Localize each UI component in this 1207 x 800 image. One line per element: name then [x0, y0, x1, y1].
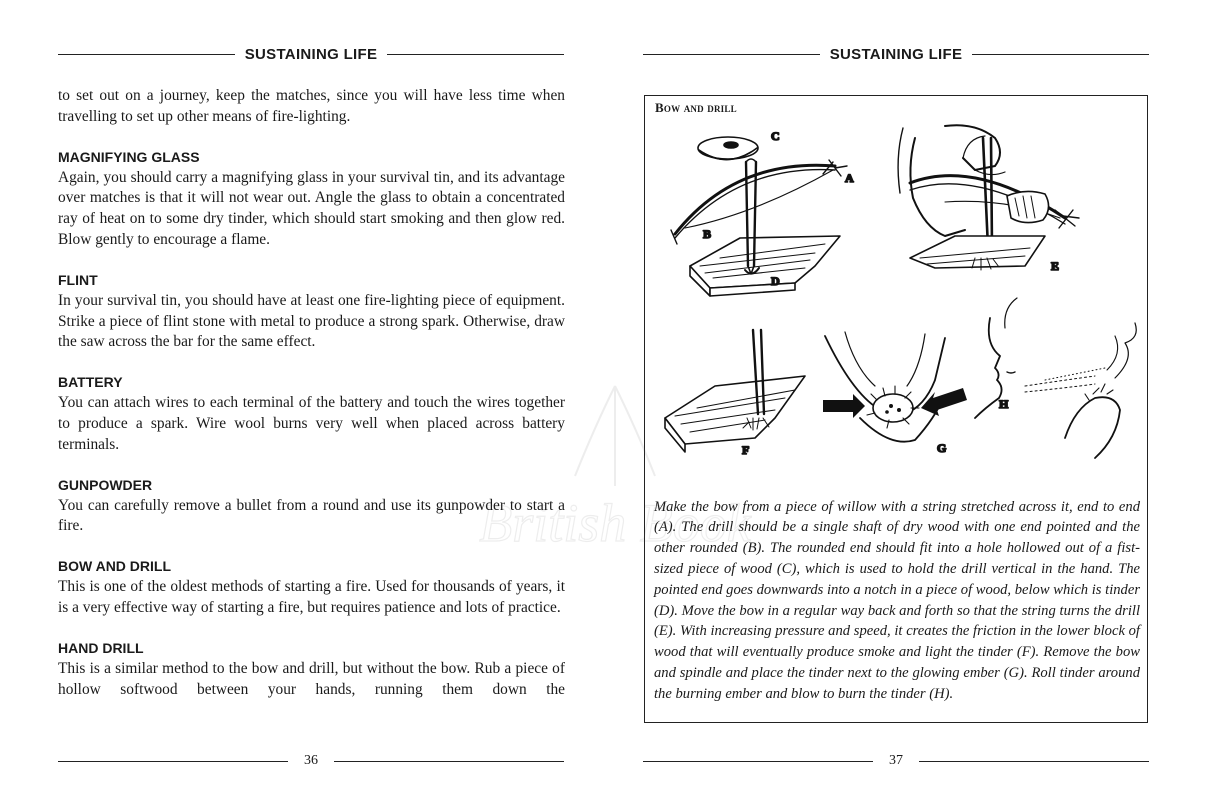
rule: [643, 54, 820, 55]
running-head: [643, 43, 1149, 65]
label-f: F: [742, 443, 750, 457]
intro-paragraph: to set out on a journey, keep the matches, since you will have less time when travelling to set up other means of fire-lighting.: [58, 87, 565, 125]
section-heading: MAGNIFYING GLASS: [58, 148, 200, 165]
figure-box: [479, 95, 1148, 723]
figure-title: Bow and drill: [655, 100, 737, 115]
label-g: G: [937, 441, 947, 455]
blowing-on-tinder-drawing: [975, 298, 1136, 458]
label-a: A: [845, 171, 854, 185]
rule: [919, 761, 1149, 762]
section-paragraph: In your survival tin, you should have at least one fire-lighting piece of equipment. Strike a piece of flint stone with metal to produce a strong spark. Otherwise, draw the saw across the bar for the same effect.: [58, 291, 565, 351]
watermark-text: British Book: [479, 493, 751, 553]
label-d: D: [771, 274, 780, 288]
page-number: 37: [889, 753, 903, 768]
section-heading: GUNPOWDER: [58, 476, 153, 493]
section-paragraph: You can attach wires to each terminal of the battery and touch the wires together to produce a spark. Wire wool burns very well when placed across battery terminals.: [58, 394, 565, 453]
section-heading: HAND DRILL: [58, 639, 144, 656]
section-paragraph: You can carefully remove a bullet from a round and use its gunpowder to start a fire.: [58, 496, 565, 535]
figure-caption: Make the bow from a piece of willow with a string stretched across it, end to end (A). The drill should be a single shaft of dry wood with one end pointed and the other rounded (B). The rounded end should fit into a hole hollowed out of a fist-sized piece of wood (C), which is used to hold the drill vertical in the hand. The pointed end goes downwards into a notch in a piece of wood, below which is tinder (D). Move the bow in a regular way back and forth so that the string turns the drill (E). With increasing pressure and speed, it creates the friction in the lower block of wood that will eventually produce smoke and light the tinder (F). Remove the bow and spindle and place the tinder next to the glowing ember (G). Roll tinder around the burning ember and blow to burn the tinder (H).: [654, 498, 1140, 702]
section-paragraph: Again, you should carry a magnifying glass in your survival tin, and its advantage over matches is that it will not wear out. Angle the glass to obtain a concentrated ray of heat on to some dry tinder, which should start smoking and then glow red. Blow gently to encourage a flame.: [58, 168, 565, 248]
smoking-board-drawing: [665, 330, 805, 452]
running-head-text: SUSTAINING LIFE: [244, 45, 378, 63]
running-head-text: SUSTAINING LIFE: [829, 45, 963, 63]
body-text: [58, 86, 565, 700]
section-heading: BOW AND DRILL: [58, 558, 172, 575]
bow-and-drill-illustration: [645, 118, 1147, 478]
label-e: E: [1051, 259, 1060, 273]
section-heading: FLINT: [58, 271, 98, 288]
left-page: [0, 0, 603, 800]
bow-drill-setup-drawing: [671, 137, 847, 296]
hands-with-tinder-drawing: [823, 332, 967, 442]
page-number: 36: [304, 753, 318, 768]
rule: [58, 54, 235, 55]
label-c: C: [771, 129, 780, 143]
label-h: H: [999, 397, 1009, 411]
running-head: [58, 43, 564, 65]
rule: [643, 761, 873, 762]
section-paragraph: This is one of the oldest methods of starting a fire. Used for thousands of years, it is a very effective way of starting a fire, but requires patience and lots of practice.: [58, 578, 565, 616]
rule: [972, 54, 1149, 55]
rule: [334, 761, 564, 762]
rule: [58, 761, 288, 762]
rule: [387, 54, 564, 55]
page-footer: [58, 751, 564, 771]
section-heading: BATTERY: [58, 374, 123, 391]
right-page: [479, 0, 1207, 800]
hands-using-bow-drawing: [898, 125, 1079, 270]
section-paragraph: This is a similar method to the bow and drill, but without the bow. Rub a piece of hollow softwood between your hands, running them down the: [58, 659, 565, 698]
label-b: B: [703, 227, 712, 241]
page-footer: [643, 751, 1149, 771]
